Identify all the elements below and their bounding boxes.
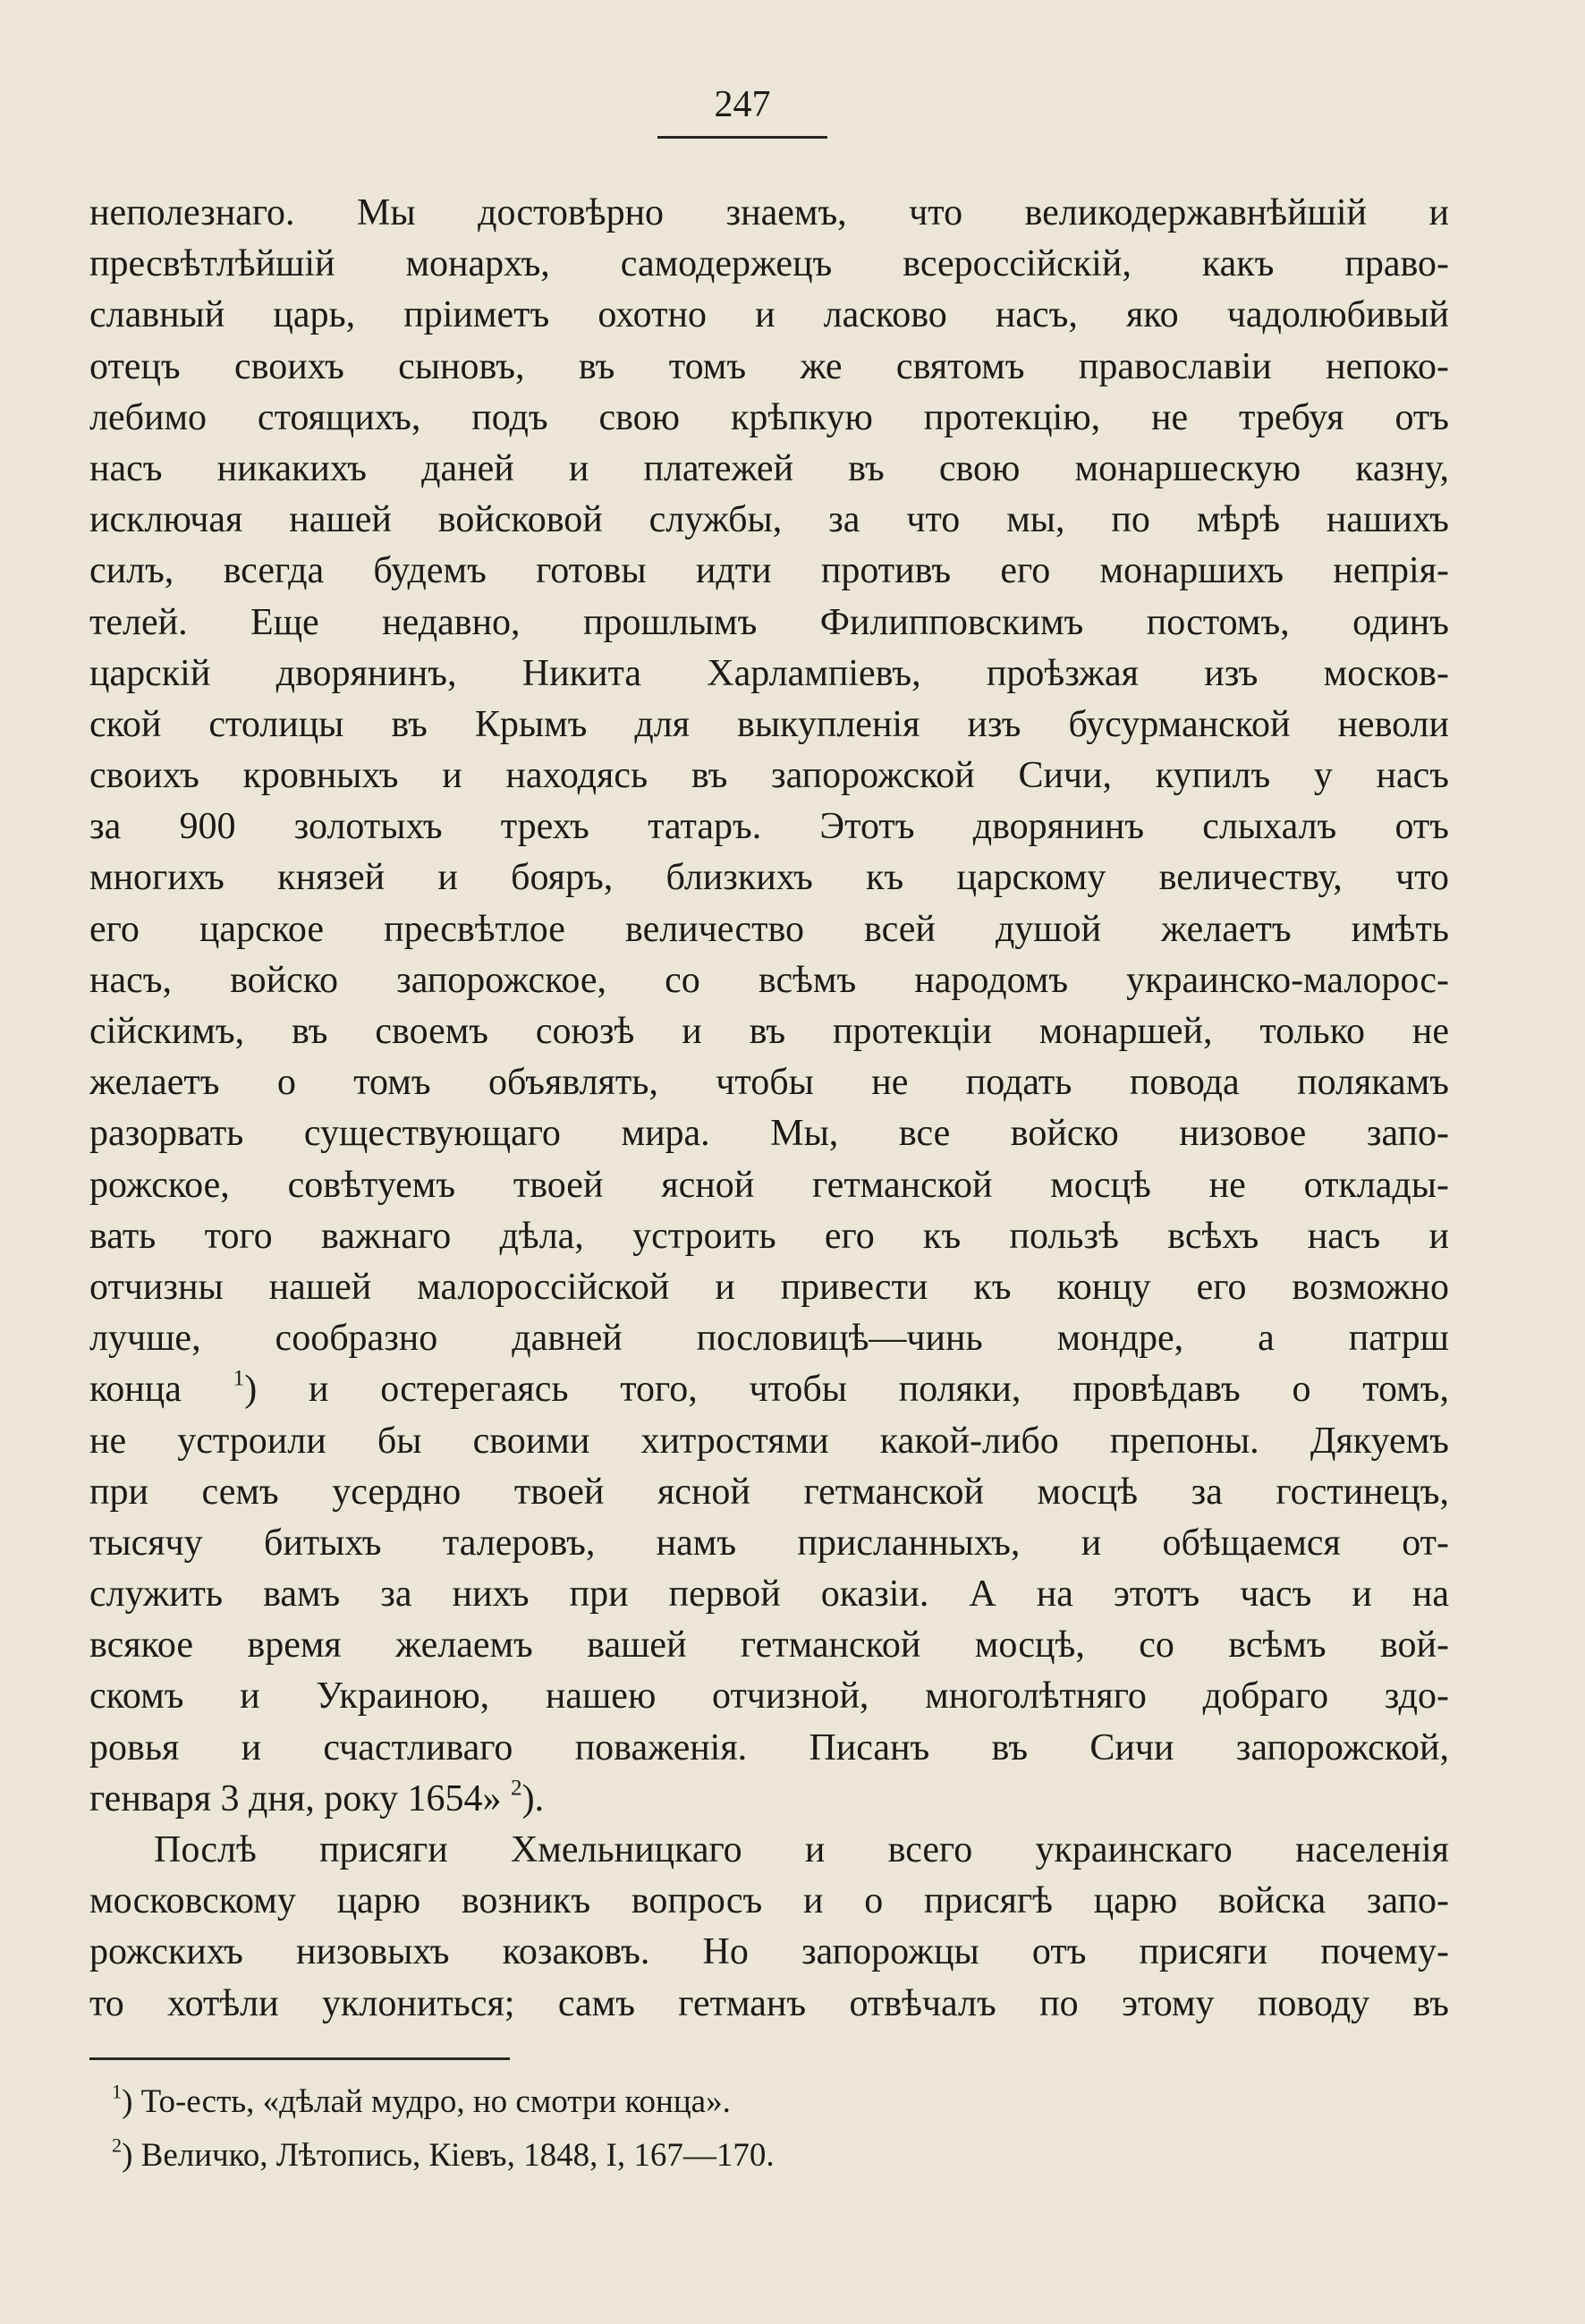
text-line: при семъ усердно твоей ясной гетманской мосцѣ за гостинецъ, <box>89 1471 1449 1513</box>
footnote-ref-1[interactable]: 1 <box>233 1366 245 1391</box>
text-line: лебимо стоящихъ, подъ свою крѣпкую протекцію, не требуя отъ <box>89 396 1449 438</box>
footnote-text: То-есть, «дѣлай мудро, но смотри конца». <box>140 2083 731 2120</box>
text-line: силъ, всегда будемъ готовы идти противъ его монаршихъ непрія- <box>89 550 1449 592</box>
text-line: славный царь, пріиметъ охотно и ласково насъ, яко чадолюбивый <box>89 294 1449 336</box>
line-text: генваря 3 дня, року 1654» <box>89 1777 502 1819</box>
text-line: не устроили бы своими хитростями какой-либо препоны. Дякуемъ <box>89 1420 1449 1462</box>
text-line: отчизны нашей малороссійской и привести къ концу его возможно <box>89 1266 1449 1308</box>
text-line: телей. Еще недавно, прошлымъ Филипповскимъ постомъ, одинъ <box>89 601 1449 643</box>
text-line: скомъ и Украиною, нашею отчизной, многолѣтняго добраго здо- <box>89 1675 1449 1718</box>
footnote-mark-paren: ) <box>122 2137 133 2174</box>
text-line: то хотѣли уклониться; самъ гетманъ отвѣчалъ по этому поводу въ <box>89 1982 1449 2024</box>
text-line: рожское, совѣтуемъ твоей ясной гетманской мосцѣ не отклады- <box>89 1164 1449 1206</box>
text-line: отецъ своихъ сыновъ, въ томъ же святомъ православіи непоко- <box>89 345 1449 387</box>
text-line: ровья и счастливаго поваженія. Писанъ въ Сичи запорожской, <box>89 1726 1449 1768</box>
footnote-ref-paren: ) <box>521 1777 535 1819</box>
footnote-mark: 1 <box>112 2080 123 2103</box>
text-line: разорвать существующаго мира. Мы, все войско низовое запо- <box>89 1113 1449 1155</box>
text-line-with-footnote-1 <box>89 1364 1449 1415</box>
footnote-divider <box>89 2057 510 2060</box>
footnote-1 <box>112 2075 1382 2129</box>
text-line: неполезнаго. Мы достовѣрно знаемъ, что великодержавнѣйшій и <box>89 192 1449 233</box>
text-line: лучше, сообразно давней пословицѣ—чинь мондре, а патрш <box>89 1318 1449 1360</box>
text-line: многихъ князей и бояръ, близкихъ къ царскому величеству, что <box>89 857 1449 899</box>
text-line: пресвѣтлѣйшій монархъ, самодержецъ всероссійскій, какъ право- <box>89 243 1449 285</box>
body-text <box>89 188 1449 2030</box>
footnote-text: Величко, Лѣтопись, Кіевъ, 1848, I, 167—170. <box>140 2137 775 2174</box>
paragraph-start-line: Послѣ присяги Хмельницкаго и всего украинскаго населенія <box>154 1829 1449 1870</box>
page-number: 247 <box>714 84 771 125</box>
text-line: желаетъ о томъ объявлять, чтобы не подать повода полякамъ <box>89 1062 1449 1104</box>
footnote-mark-paren: ) <box>122 2083 133 2120</box>
text-line: служить вамъ за нихъ при первой оказіи. А на этотъ часъ и на <box>89 1573 1449 1616</box>
footnote-ref-paren: ) <box>244 1369 258 1411</box>
footnotes <box>112 2075 1382 2183</box>
line-text-end: . <box>534 1777 545 1819</box>
text-line: насъ, войско запорожское, со всѣмъ народомъ украинско-малорос- <box>89 959 1449 1001</box>
text-line: московскому царю возникъ вопросъ и о присягѣ царю войска запо- <box>89 1880 1449 1922</box>
line-text: конца <box>89 1369 182 1411</box>
footnote-2 <box>112 2129 1382 2183</box>
text-line: своихъ кровныхъ и находясь въ запорожской Сичи, купилъ у насъ <box>89 755 1449 797</box>
page-number-rule <box>657 136 827 139</box>
text-line: царскій дворянинъ, Никита Харлампіевъ, проѣзжая изъ москов- <box>89 652 1449 694</box>
text-line: его царское пресвѣтлое величество всей душой желаетъ имѣть <box>89 908 1449 950</box>
text-line: исключая нашей войсковой службы, за что мы, по мѣрѣ нашихъ <box>89 499 1449 541</box>
text-line: тысячу битыхъ талеровъ, намъ присланныхъ, и обѣщаемся от- <box>89 1522 1449 1564</box>
line-text-continued: и остерегаясь того, чтобы поляки, провѣдавъ о томъ, <box>257 1369 1449 1411</box>
text-line: сійскимъ, въ своемъ союзѣ и въ протекціи монаршей, только не <box>89 1011 1449 1052</box>
text-line: насъ никакихъ даней и платежей въ свою монаршескую казну, <box>89 447 1449 489</box>
text-line: вать того важнаго дѣла, устроить его къ пользѣ всѣхъ насъ и <box>89 1215 1449 1257</box>
text-line: ской столицы въ Крымъ для выкупленія изъ бусурманской неволи <box>89 703 1449 745</box>
footnote-mark: 2 <box>112 2133 123 2157</box>
text-line: всякое время желаемъ вашей гетманской мосцѣ, со всѣмъ вой- <box>89 1624 1449 1667</box>
text-line: рожскихъ низовыхъ козаковъ. Но запорожцы отъ присяги почему- <box>89 1931 1449 1973</box>
text-line: за 900 золотыхъ трехъ татаръ. Этотъ дворянинъ слыхалъ отъ <box>89 806 1449 848</box>
footnote-ref-2[interactable]: 2 <box>511 1776 522 1801</box>
text-line-with-footnote-2 <box>89 1774 1449 1825</box>
